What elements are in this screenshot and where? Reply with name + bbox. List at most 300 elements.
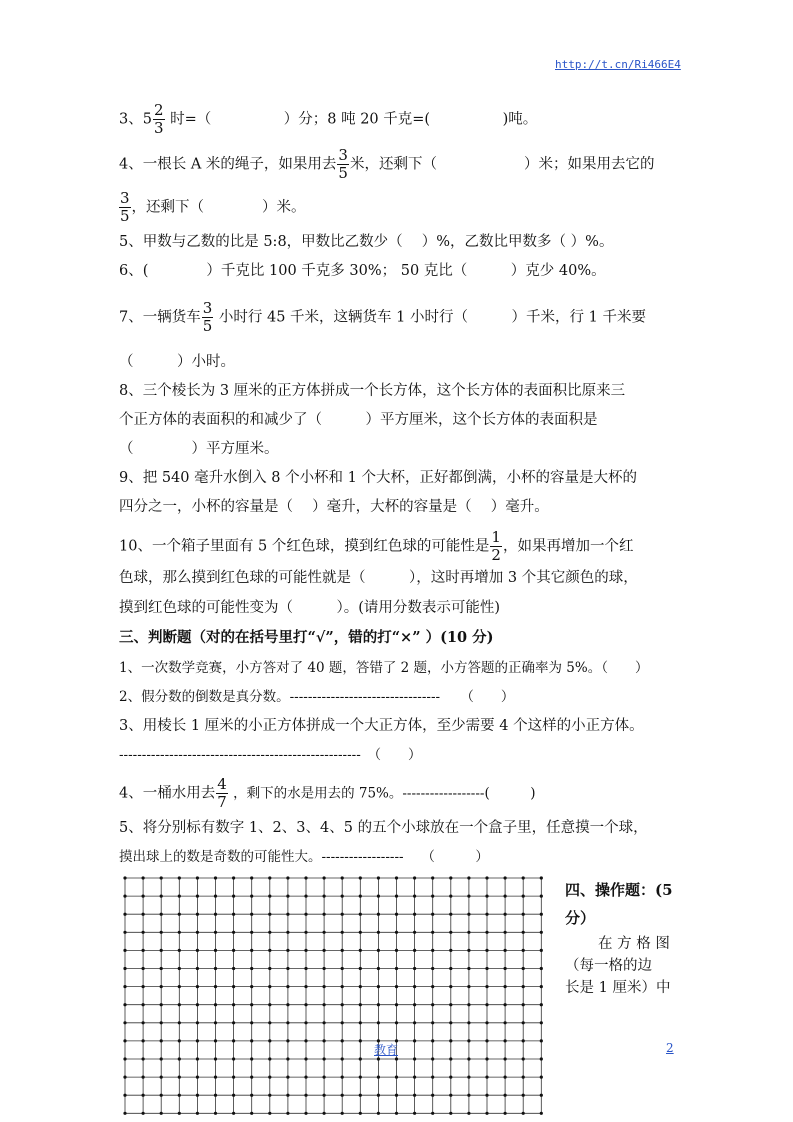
- grid-dot: [160, 967, 163, 970]
- grid-dot: [142, 876, 145, 879]
- grid-dot: [522, 1112, 525, 1115]
- grid-dot: [323, 931, 326, 934]
- grid-dot: [142, 967, 145, 970]
- grid-dot: [485, 895, 488, 898]
- grid-dot: [467, 1112, 470, 1115]
- grid-dot: [160, 949, 163, 952]
- grid-dot: [504, 1112, 507, 1115]
- grid-dot: [142, 1076, 145, 1079]
- grid-dot: [377, 1003, 380, 1006]
- grid-dot: [214, 931, 217, 934]
- grid-dot: [286, 931, 289, 934]
- q10-fraction: $\frac{1}{2}$: [491, 528, 501, 564]
- grid-dot: [123, 931, 126, 934]
- question-8-line2: 个正方体的表面积的和减少了（ ）平方厘米，这个长方体的表面积是: [119, 412, 598, 428]
- grid-dot: [160, 1094, 163, 1097]
- grid-dot: [196, 1003, 199, 1006]
- grid-dot: [359, 876, 362, 879]
- grid-dot: [377, 1112, 380, 1115]
- grid-dot: [178, 1039, 181, 1042]
- grid-dot: [304, 913, 307, 916]
- grid-dot: [431, 1112, 434, 1115]
- grid-dot: [413, 949, 416, 952]
- grid-dot: [377, 1021, 380, 1024]
- grid-dot: [250, 1112, 253, 1115]
- grid-dot: [504, 931, 507, 934]
- grid-dot: [504, 985, 507, 988]
- grid-dot: [341, 1003, 344, 1006]
- grid-dot: [196, 1094, 199, 1097]
- grid-dot: [395, 985, 398, 988]
- grid-dot: [250, 1021, 253, 1024]
- grid-dot: [250, 895, 253, 898]
- grid-dot: [467, 1021, 470, 1024]
- grid-dot: [413, 985, 416, 988]
- judgment-q5-line1: 5、将分别标有数字 1、2、3、4、5 的五个小球放在一个盒子里，任意摸一个球，: [119, 820, 648, 836]
- section-4-title-line2: 分）: [565, 909, 596, 927]
- grid-dot: [431, 1003, 434, 1006]
- grid-dot: [323, 949, 326, 952]
- grid-dot: [323, 967, 326, 970]
- grid-dot: [377, 931, 380, 934]
- q3-prefix: 3、5: [119, 111, 152, 128]
- grid-dot: [540, 931, 543, 934]
- grid-dot: [341, 1076, 344, 1079]
- grid-dot: [504, 913, 507, 916]
- grid-dot: [160, 895, 163, 898]
- grid-dot: [341, 895, 344, 898]
- grid-dot: [214, 1076, 217, 1079]
- grid-dot: [160, 1076, 163, 1079]
- grid-dot: [142, 1039, 145, 1042]
- judgment-q3-line2: ----------------------------------------------------- （ ）: [119, 747, 422, 763]
- grid-dot: [359, 895, 362, 898]
- operation-desc-line2: （每一格的边: [565, 958, 652, 974]
- grid-dot: [395, 913, 398, 916]
- grid-dot: [123, 1003, 126, 1006]
- grid-dot: [540, 876, 543, 879]
- grid-dot: [485, 1057, 488, 1060]
- grid-dot: [504, 949, 507, 952]
- grid-dot: [395, 895, 398, 898]
- grid-dot: [268, 1039, 271, 1042]
- grid-dot: [449, 1021, 452, 1024]
- grid-dot: [142, 985, 145, 988]
- grid-dot: [485, 913, 488, 916]
- footer-center-link[interactable]: 教育: [374, 1043, 399, 1057]
- grid-dot: [467, 895, 470, 898]
- grid-dot: [304, 931, 307, 934]
- grid-dot: [286, 967, 289, 970]
- grid-dot: [232, 913, 235, 916]
- grid-dot: [214, 967, 217, 970]
- question-8-line1: 8、三个棱长为 3 厘米的正方体拼成一个长方体，这个长方体的表面积比原来三: [119, 383, 626, 399]
- grid-dot: [522, 985, 525, 988]
- grid-dot: [449, 895, 452, 898]
- grid-dot: [395, 931, 398, 934]
- grid-dot: [485, 1076, 488, 1079]
- grid-dot: [449, 913, 452, 916]
- grid-dot: [160, 1039, 163, 1042]
- grid-dot: [522, 876, 525, 879]
- grid-dot: [431, 1094, 434, 1097]
- q10-suffix: ，如果再增加一个红: [502, 538, 634, 555]
- grid-dot: [178, 949, 181, 952]
- question-10-line3: 摸到红色球的可能性变为（ ）。(请用分数表示可能性): [119, 600, 501, 616]
- grid-dot: [359, 1003, 362, 1006]
- grid-dot: [323, 895, 326, 898]
- grid-dot: [485, 1094, 488, 1097]
- grid-dot: [413, 1039, 416, 1042]
- grid-dot: [485, 985, 488, 988]
- grid-dot: [323, 876, 326, 879]
- grid-dot: [250, 931, 253, 934]
- grid-dot: [286, 876, 289, 879]
- grid-lines: [123, 876, 555, 1122]
- grid-dot: [504, 967, 507, 970]
- question-9-line2: 四分之一，小杯的容量是（ ）毫升，大杯的容量是（ ）毫升。: [119, 499, 549, 515]
- grid-dot: [540, 1003, 543, 1006]
- grid-dot: [485, 1021, 488, 1024]
- grid-dot: [196, 1021, 199, 1024]
- grid-dot: [268, 1021, 271, 1024]
- grid-dot: [232, 931, 235, 934]
- jq4-suffix: ，剩下的水是用去的 75%。------------------( ): [228, 785, 536, 802]
- grid-dot: [196, 913, 199, 916]
- grid-dot: [522, 967, 525, 970]
- grid-dot: [286, 1039, 289, 1042]
- grid-dot: [304, 985, 307, 988]
- grid-dot: [232, 1112, 235, 1115]
- grid-dot: [214, 1112, 217, 1115]
- grid-dot: [341, 985, 344, 988]
- grid-dot: [250, 913, 253, 916]
- grid-dot: [304, 967, 307, 970]
- grid-dot: [413, 895, 416, 898]
- grid-dot: [286, 1076, 289, 1079]
- grid-dot: [286, 1057, 289, 1060]
- grid-dot: [485, 876, 488, 879]
- grid-dot: [123, 985, 126, 988]
- grid-dot: [142, 1112, 145, 1115]
- grid-dot: [467, 931, 470, 934]
- grid-dot: [540, 895, 543, 898]
- grid-dot: [377, 1094, 380, 1097]
- grid-dot: [504, 895, 507, 898]
- grid-dot: [178, 913, 181, 916]
- grid-dot: [123, 1039, 126, 1042]
- grid-dot: [522, 913, 525, 916]
- grid-dot: [467, 876, 470, 879]
- grid-dot: [485, 1039, 488, 1042]
- grid-dot: [359, 931, 362, 934]
- grid-dot: [214, 1021, 217, 1024]
- grid-dot: [467, 1039, 470, 1042]
- grid-dot: [178, 967, 181, 970]
- grid-dot: [540, 949, 543, 952]
- grid-dot: [449, 967, 452, 970]
- grid-dot: [268, 931, 271, 934]
- grid-dot: [540, 1021, 543, 1024]
- grid-dot: [413, 1057, 416, 1060]
- grid-dot: [431, 895, 434, 898]
- grid-dot: [304, 876, 307, 879]
- grid-dot: [123, 913, 126, 916]
- question-7-line2: （ ）小时。: [119, 354, 235, 370]
- grid-dot: [540, 1076, 543, 1079]
- judgment-q3-line1: 3、用棱长 1 厘米的小正方体拼成一个大正方体，至少需要 4 个这样的小正方体。: [119, 718, 644, 734]
- grid-dot: [304, 895, 307, 898]
- grid-dot: [232, 985, 235, 988]
- q4-prefix: 4、一根长 A 米的绳子，如果用去: [119, 156, 337, 173]
- grid-dot: [304, 1057, 307, 1060]
- grid-dot: [395, 967, 398, 970]
- grid-dot: [178, 1003, 181, 1006]
- grid-dot: [341, 1057, 344, 1060]
- grid-dot: [395, 1021, 398, 1024]
- grid-dot: [214, 1039, 217, 1042]
- grid-dot: [160, 1112, 163, 1115]
- grid-dot: [160, 876, 163, 879]
- section-3-title: 三、判断题（对的在括号里打“√”，错的打“×” ）(10 分): [119, 629, 494, 646]
- grid-dot: [214, 949, 217, 952]
- grid-dot: [467, 1003, 470, 1006]
- grid-dot: [431, 949, 434, 952]
- grid-dot: [304, 1076, 307, 1079]
- grid-dot: [377, 985, 380, 988]
- grid-dot: [304, 1112, 307, 1115]
- grid-dot: [178, 931, 181, 934]
- grid-dot: [467, 1076, 470, 1079]
- grid-dot: [431, 1021, 434, 1024]
- grid-dot: [522, 1076, 525, 1079]
- grid-dot: [178, 1112, 181, 1115]
- grid-dot: [540, 1039, 543, 1042]
- grid-dot: [485, 967, 488, 970]
- grid-dot: [467, 985, 470, 988]
- grid-dot: [232, 1021, 235, 1024]
- grid-dot: [286, 1021, 289, 1024]
- grid-dot: [449, 876, 452, 879]
- grid-dot: [485, 949, 488, 952]
- grid-dot: [413, 1003, 416, 1006]
- grid-dot: [395, 1112, 398, 1115]
- grid-dot: [142, 913, 145, 916]
- operation-desc-line3: 长是 1 厘米）中: [565, 980, 671, 996]
- grid-dot: [142, 1057, 145, 1060]
- grid-dot: [286, 895, 289, 898]
- grid-dot: [232, 1076, 235, 1079]
- grid-dot: [377, 967, 380, 970]
- grid-dot: [232, 1003, 235, 1006]
- grid-dot: [522, 1094, 525, 1097]
- grid-dot: [522, 895, 525, 898]
- grid-dot: [431, 985, 434, 988]
- grid-dot: [341, 1112, 344, 1115]
- grid-dot: [413, 913, 416, 916]
- grid-dot: [359, 985, 362, 988]
- grid-dot: [214, 1057, 217, 1060]
- grid-dot: [196, 949, 199, 952]
- grid-dot: [395, 876, 398, 879]
- grid-dot: [214, 1003, 217, 1006]
- header-url[interactable]: http://t.cn/Ri466E4: [555, 58, 681, 71]
- judgment-q2: 2、假分数的倒数是真分数。--------------------------------- （ ）: [119, 689, 515, 705]
- grid-dot: [522, 1021, 525, 1024]
- grid-dot: [123, 949, 126, 952]
- grid-dot: [540, 985, 543, 988]
- grid-dot: [413, 967, 416, 970]
- q4-line2-fraction: $\frac{3}{5}$: [120, 189, 130, 225]
- grid-dot: [540, 1094, 543, 1097]
- operation-desc-line1: 在 方 格 图: [598, 936, 670, 952]
- grid-dot: [250, 1039, 253, 1042]
- grid-dot: [449, 1112, 452, 1115]
- grid-dot: [196, 967, 199, 970]
- grid-dot: [250, 1076, 253, 1079]
- question-7: [119, 300, 646, 335]
- grid-dot: [467, 967, 470, 970]
- grid-dot: [449, 1039, 452, 1042]
- grid-dot: [413, 876, 416, 879]
- grid-dot: [323, 1094, 326, 1097]
- grid-dot: [431, 931, 434, 934]
- grid-dot: [268, 913, 271, 916]
- grid-dot: [431, 1039, 434, 1042]
- grid-dot: [449, 1003, 452, 1006]
- grid-dot: [232, 1039, 235, 1042]
- grid-dot: [286, 913, 289, 916]
- grid-dot: [341, 931, 344, 934]
- question-4-line2: [119, 190, 306, 225]
- grid-dot: [232, 1094, 235, 1097]
- grid-dot: [449, 931, 452, 934]
- grid-dot: [123, 1076, 126, 1079]
- page-number: 2: [666, 1041, 674, 1055]
- question-6: 6、( ）千克比 100 千克多 30%； 50 克比（ ）克少 40%。: [119, 263, 606, 279]
- grid-dot: [250, 1094, 253, 1097]
- grid-dot: [431, 913, 434, 916]
- grid-dot: [178, 876, 181, 879]
- grid-dot: [123, 967, 126, 970]
- grid-dot: [142, 1021, 145, 1024]
- grid-dot: [123, 1021, 126, 1024]
- grid-dot: [142, 949, 145, 952]
- grid-dot: [268, 1057, 271, 1060]
- grid-dot: [286, 985, 289, 988]
- grid-dot: [160, 1003, 163, 1006]
- judgment-q5-line2: 摸出球上的数是奇数的可能性大。------------------ （ ）: [119, 849, 489, 865]
- grid-dot: [467, 1094, 470, 1097]
- q4-suffix: 米，还剩下（ ）米；如果用去它的: [349, 156, 655, 173]
- grid-dot: [286, 1003, 289, 1006]
- question-10: [119, 529, 633, 564]
- grid-dot: [395, 1003, 398, 1006]
- q7-prefix: 7、一辆货车: [119, 309, 201, 326]
- grid-dot: [341, 1039, 344, 1042]
- grid-dot: [268, 876, 271, 879]
- grid-dot: [178, 985, 181, 988]
- grid-dot: [123, 1094, 126, 1097]
- grid-dot: [341, 876, 344, 879]
- grid-dot: [341, 1094, 344, 1097]
- grid-dot: [540, 913, 543, 916]
- grid-dot: [123, 1112, 126, 1115]
- grid-dot: [395, 1076, 398, 1079]
- grid-dot: [449, 1057, 452, 1060]
- judgment-q4: [119, 776, 536, 811]
- grid-dot: [359, 913, 362, 916]
- grid-dot: [323, 1021, 326, 1024]
- grid-dot: [286, 1094, 289, 1097]
- grid-dot: [522, 931, 525, 934]
- grid-dot: [540, 1112, 543, 1115]
- grid-dot: [304, 1039, 307, 1042]
- question-3: [119, 102, 537, 137]
- grid-dot: [160, 931, 163, 934]
- grid-dot: [232, 876, 235, 879]
- grid-dot: [123, 895, 126, 898]
- square-grid: [123, 876, 555, 1122]
- grid-dot: [142, 1003, 145, 1006]
- grid-dot: [178, 895, 181, 898]
- grid-dot: [413, 1094, 416, 1097]
- grid-dot: [359, 1112, 362, 1115]
- q3-fraction: $\frac{2}{3}$: [153, 101, 164, 137]
- grid-dot: [160, 1021, 163, 1024]
- grid-dot: [268, 1094, 271, 1097]
- grid-dot: [123, 1057, 126, 1060]
- grid-dot: [522, 1057, 525, 1060]
- grid-dot: [142, 1094, 145, 1097]
- grid-dot: [196, 1057, 199, 1060]
- grid-dot: [196, 931, 199, 934]
- grid-dot: [196, 1039, 199, 1042]
- grid-dot: [413, 1021, 416, 1024]
- grid-dot: [160, 985, 163, 988]
- grid-dot: [178, 1094, 181, 1097]
- grid-dot: [232, 1057, 235, 1060]
- grid-dot: [413, 1076, 416, 1079]
- jq4-fraction: $\frac{4}{7}$: [217, 775, 227, 811]
- q4-fraction: $\frac{3}{5}$: [338, 146, 348, 182]
- grid-dot: [323, 1112, 326, 1115]
- q7-fraction: $\frac{3}{5}$: [202, 299, 213, 335]
- grid-dot: [377, 895, 380, 898]
- grid-dot: [504, 876, 507, 879]
- question-4: [119, 147, 654, 182]
- grid-dot: [504, 1094, 507, 1097]
- q10-prefix: 10、一个箱子里面有 5 个红色球，摸到红色球的可能性是: [119, 538, 490, 555]
- question-5: 5、甲数与乙数的比是 5:8，甲数比乙数少（ ）%，乙数比甲数多（ ）%。: [119, 234, 614, 250]
- grid-dot: [395, 1094, 398, 1097]
- question-9-line1: 9、把 540 毫升水倒入 8 个小杯和 1 个大杯，正好都倒满，小杯的容量是大杯的: [119, 470, 638, 486]
- grid-dot: [522, 1039, 525, 1042]
- grid-dot: [359, 1076, 362, 1079]
- grid-dot: [178, 1076, 181, 1079]
- grid-dot: [504, 1021, 507, 1024]
- grid-dot: [268, 895, 271, 898]
- grid-dot: [214, 876, 217, 879]
- q4-line2-suffix: ，还剩下（ ）米。: [131, 199, 306, 216]
- grid-dot: [341, 967, 344, 970]
- grid-dot: [123, 876, 126, 879]
- grid-dot: [142, 931, 145, 934]
- grid-dot: [286, 949, 289, 952]
- grid-dot: [359, 1039, 362, 1042]
- grid-dot: [160, 1057, 163, 1060]
- grid-dot: [395, 949, 398, 952]
